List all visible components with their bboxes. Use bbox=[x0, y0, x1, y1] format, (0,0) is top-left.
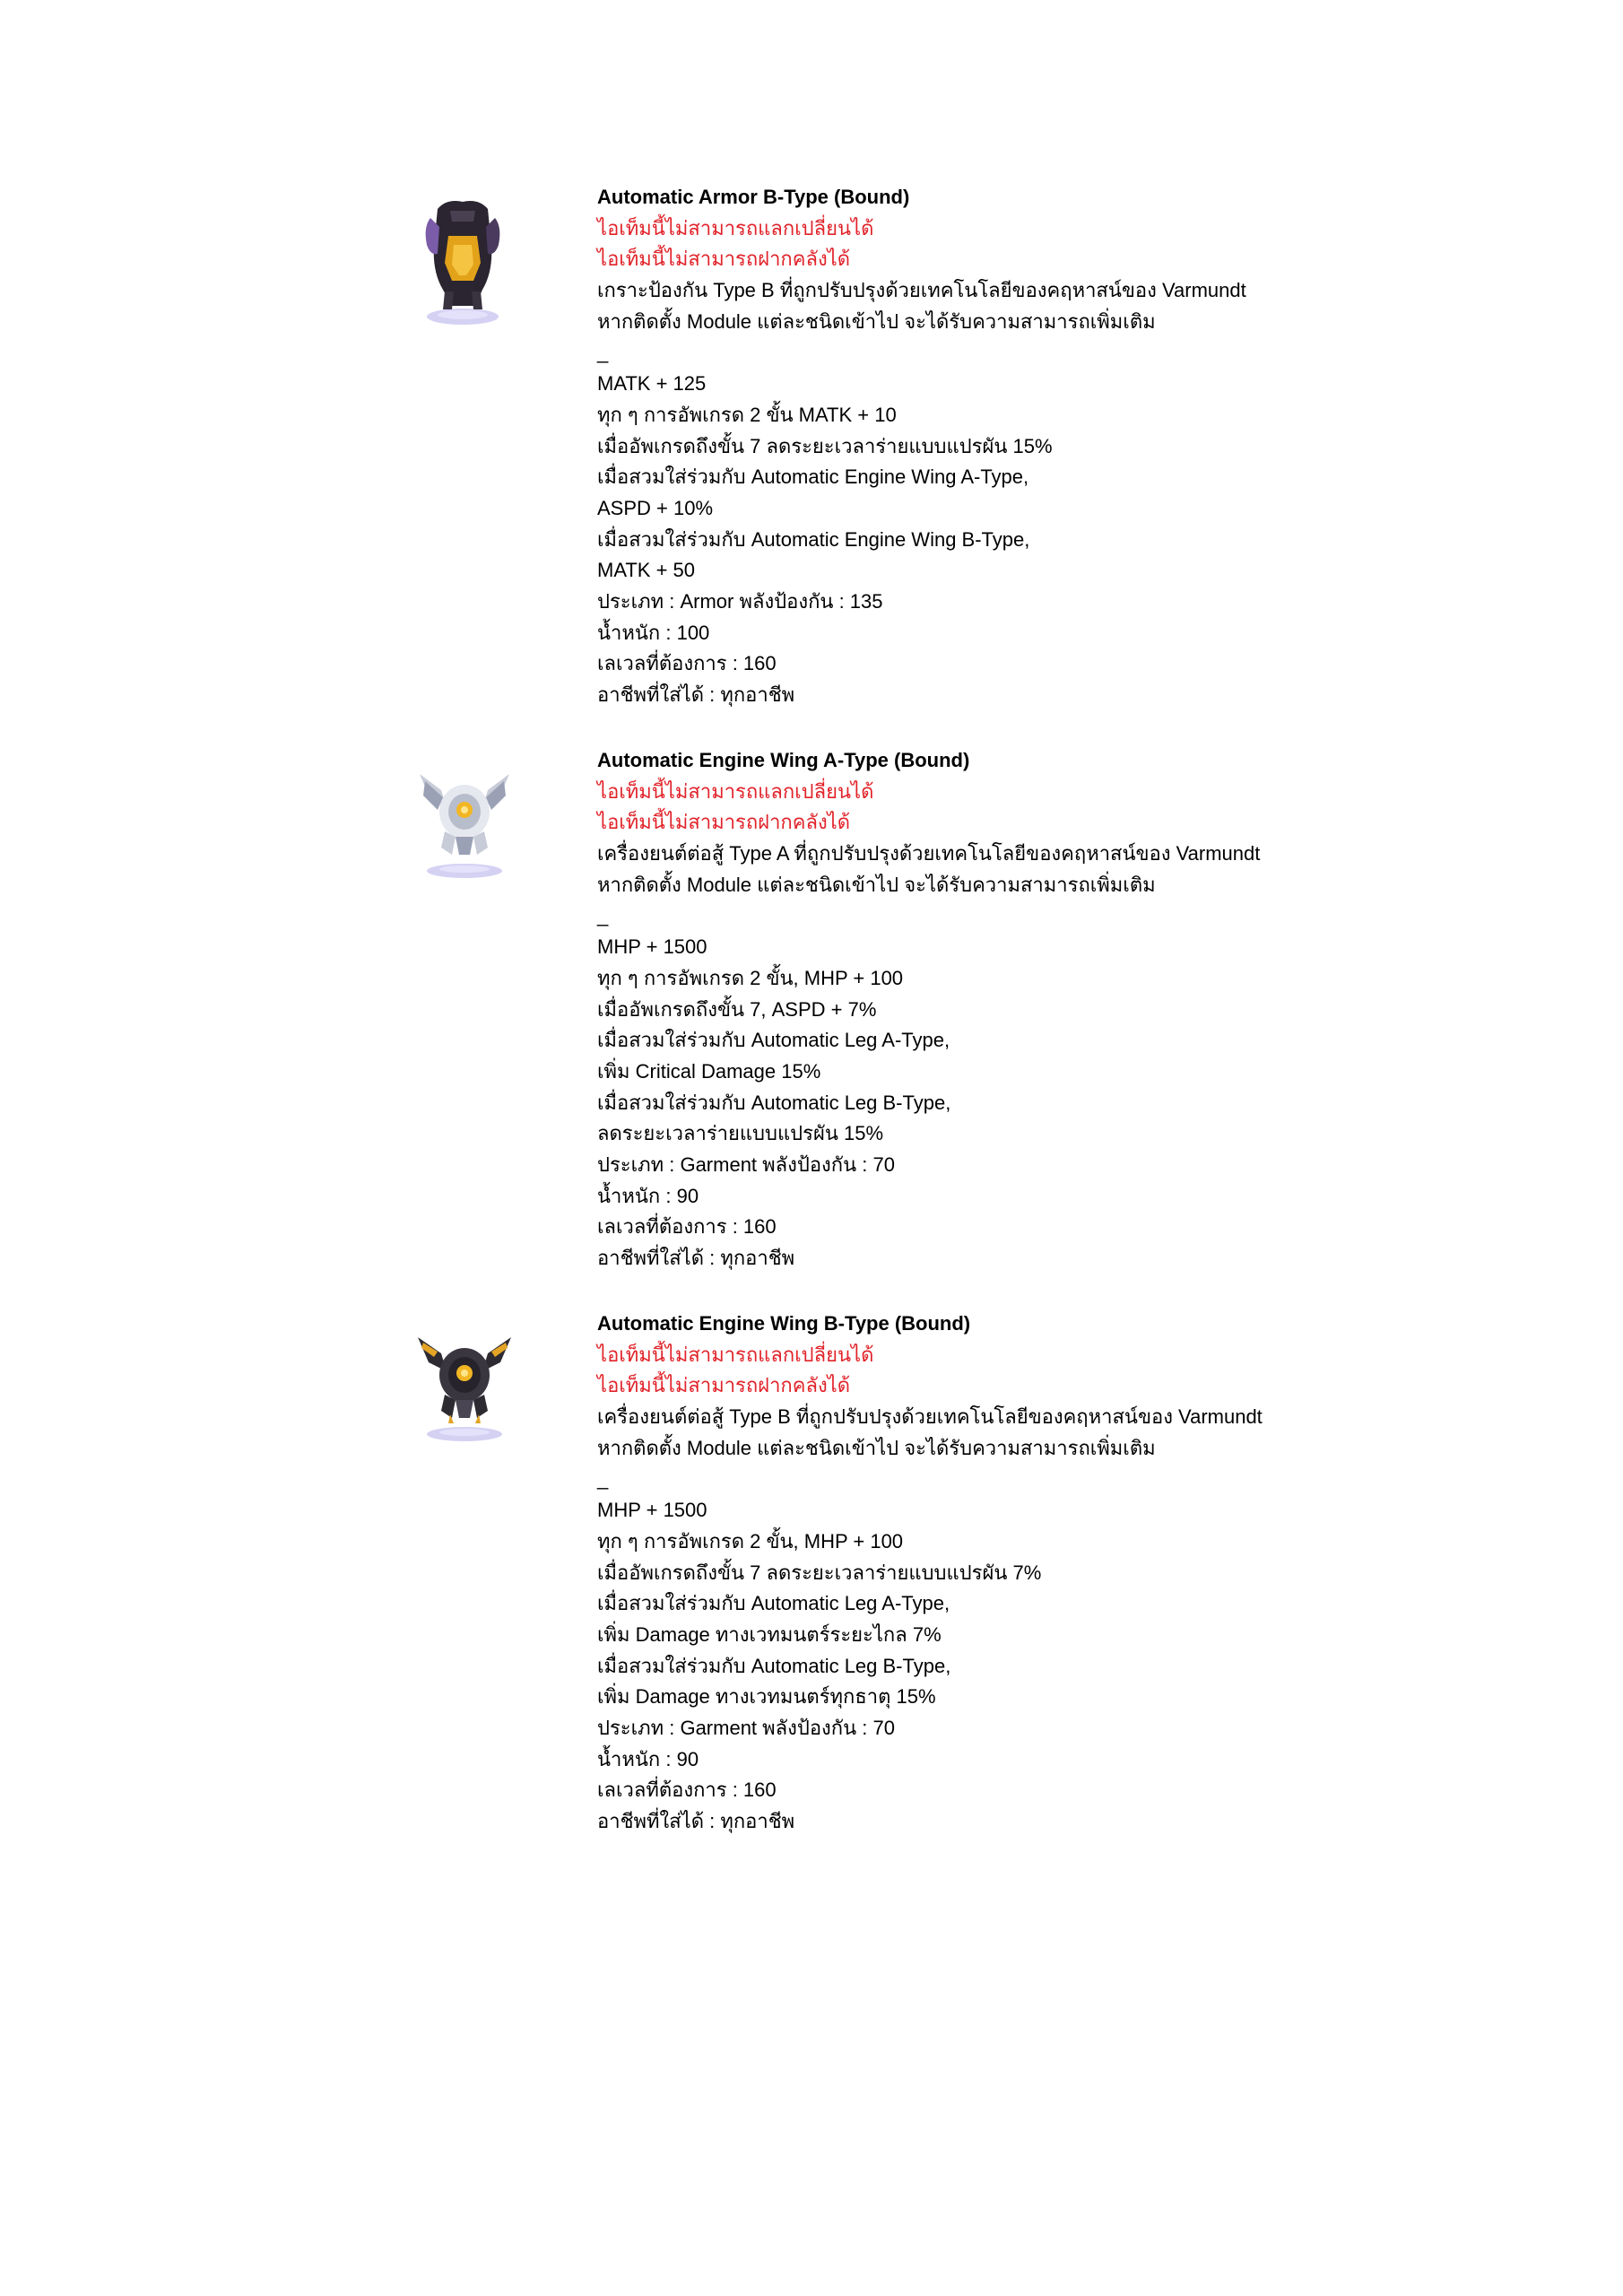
stat-line: เมื่อสวมใส่ร่วมกับ Automatic Engine Wing B-Type, bbox=[597, 527, 1030, 551]
item-desc-line: เครื่องยนต์ต่อสู้ Type B ที่ถูกปรับปรุงด้วยเทคโนโลยีของคฤหาสน์ของ Varmundt bbox=[597, 1405, 1263, 1429]
item-desc-line: เครื่องยนต์ต่อสู้ Type A ที่ถูกปรับปรุงด้วยเทคโนโลยีของคฤหาสน์ของ Varmundt bbox=[597, 842, 1261, 865]
stat-line: ประเภท : Armor พลังป้องกัน : 135 bbox=[597, 589, 883, 613]
storage-warning: ไอเท็มนี้ไม่สามารถฝากคลังได้ bbox=[597, 248, 851, 271]
item-title: Automatic Engine Wing B-Type (Bound) bbox=[597, 1312, 971, 1335]
stat-line: อาชีพที่ใส่ได้ : ทุกอาชีพ bbox=[597, 1810, 795, 1832]
separator: _ bbox=[597, 904, 609, 927]
item-description bbox=[597, 1309, 1494, 1838]
item-title: Automatic Engine Wing A-Type (Bound) bbox=[597, 749, 970, 771]
engine-wing-b-type-icon bbox=[411, 1318, 518, 1461]
separator: _ bbox=[597, 1467, 609, 1491]
stat-line: MATK + 50 bbox=[597, 559, 696, 582]
stat-line: เพิ่ม Damage ทางเวทมนตร์ทุกธาตุ 15% bbox=[597, 1685, 936, 1709]
stat-line: อาชีพที่ใส่ได้ : ทุกอาชีพ bbox=[597, 683, 795, 706]
armor-b-type-icon bbox=[411, 191, 518, 335]
separator: _ bbox=[597, 341, 609, 364]
trade-warning: ไอเท็มนี้ไม่สามารถแลกเปลี่ยนได้ bbox=[597, 779, 874, 803]
storage-warning: ไอเท็มนี้ไม่สามารถฝากคลังได้ bbox=[597, 1374, 851, 1397]
stat-line: เลเวลที่ต้องการ : 160 bbox=[597, 1779, 777, 1802]
item-desc-line: เกราะป้องกัน Type B ที่ถูกปรับปรุงด้วยเทคโนโลยีของคฤหาสน์ของ Varmundt bbox=[597, 279, 1246, 302]
stat-line: เมื่ออัพเกรดถึงขั้น 7, ASPD + 7% bbox=[597, 997, 877, 1021]
item-description bbox=[597, 182, 1494, 711]
item-desc-line: หากติดตั้ง Module แต่ละชนิดเข้าไป จะได้รับความสามารถเพิ่มเติม bbox=[597, 309, 1156, 333]
stat-line: ประเภท : Garment พลังป้องกัน : 70 bbox=[597, 1716, 895, 1739]
engine-wing-a-type-icon bbox=[411, 754, 518, 898]
stat-line: เพิ่ม Damage ทางเวทมนตร์ระยะไกล 7% bbox=[597, 1622, 942, 1646]
stat-line: ประเภท : Garment พลังป้องกัน : 70 bbox=[597, 1152, 895, 1176]
stat-line: เมื่อสวมใส่ร่วมกับ Automatic Leg B-Type, bbox=[597, 1654, 951, 1677]
storage-warning: ไอเท็มนี้ไม่สามารถฝากคลังได้ bbox=[597, 811, 851, 834]
item-description bbox=[597, 745, 1494, 1274]
stat-line: เลเวลที่ต้องการ : 160 bbox=[597, 652, 777, 675]
item-title: Automatic Armor B-Type (Bound) bbox=[597, 186, 910, 208]
stat-line: เมื่ออัพเกรดถึงขั้น 7 ลดระยะเวลาร่ายแบบแปรผัน 15% bbox=[597, 434, 1053, 457]
stat-line: MHP + 1500 bbox=[597, 1499, 707, 1522]
stat-line: น้ำหนัก : 90 bbox=[597, 1184, 699, 1207]
trade-warning: ไอเท็มนี้ไม่สามารถแลกเปลี่ยนได้ bbox=[597, 216, 874, 239]
stat-line: ASPD + 10% bbox=[597, 496, 714, 519]
stat-line: น้ำหนัก : 100 bbox=[597, 621, 710, 644]
stat-line: MHP + 1500 bbox=[597, 935, 707, 959]
stat-line: เมื่อสวมใส่ร่วมกับ Automatic Leg A-Type, bbox=[597, 1592, 950, 1615]
item-desc-line: หากติดตั้ง Module แต่ละชนิดเข้าไป จะได้รับความสามารถเพิ่มเติม bbox=[597, 1436, 1156, 1459]
stat-line: เมื่อสวมใส่ร่วมกับ Automatic Engine Wing A-Type, bbox=[597, 465, 1029, 489]
stat-line: น้ำหนัก : 90 bbox=[597, 1747, 699, 1770]
stat-line: ทุก ๆ การอัพเกรด 2 ขั้น MATK + 10 bbox=[597, 403, 897, 426]
stat-line: อาชีพที่ใส่ได้ : ทุกอาชีพ bbox=[597, 1247, 795, 1269]
stat-line: ทุก ๆ การอัพเกรด 2 ขั้น, MHP + 100 bbox=[597, 1529, 904, 1552]
stat-line: ลดระยะเวลาร่ายแบบแปรผัน 15% bbox=[597, 1122, 884, 1145]
stat-line: เลเวลที่ต้องการ : 160 bbox=[597, 1215, 777, 1239]
trade-warning: ไอเท็มนี้ไม่สามารถแลกเปลี่ยนได้ bbox=[597, 1343, 874, 1366]
stat-line: เพิ่ม Critical Damage 15% bbox=[597, 1059, 821, 1083]
stat-line: เมื่ออัพเกรดถึงขั้น 7 ลดระยะเวลาร่ายแบบแปรผัน 7% bbox=[597, 1561, 1042, 1584]
stat-line: เมื่อสวมใส่ร่วมกับ Automatic Leg A-Type, bbox=[597, 1029, 950, 1052]
stat-line: MATK + 125 bbox=[597, 372, 707, 396]
stat-line: เมื่อสวมใส่ร่วมกับ Automatic Leg B-Type, bbox=[597, 1091, 951, 1114]
stat-line: ทุก ๆ การอัพเกรด 2 ขั้น, MHP + 100 bbox=[597, 966, 904, 989]
item-desc-line: หากติดตั้ง Module แต่ละชนิดเข้าไป จะได้รับความสามารถเพิ่มเติม bbox=[597, 873, 1156, 896]
